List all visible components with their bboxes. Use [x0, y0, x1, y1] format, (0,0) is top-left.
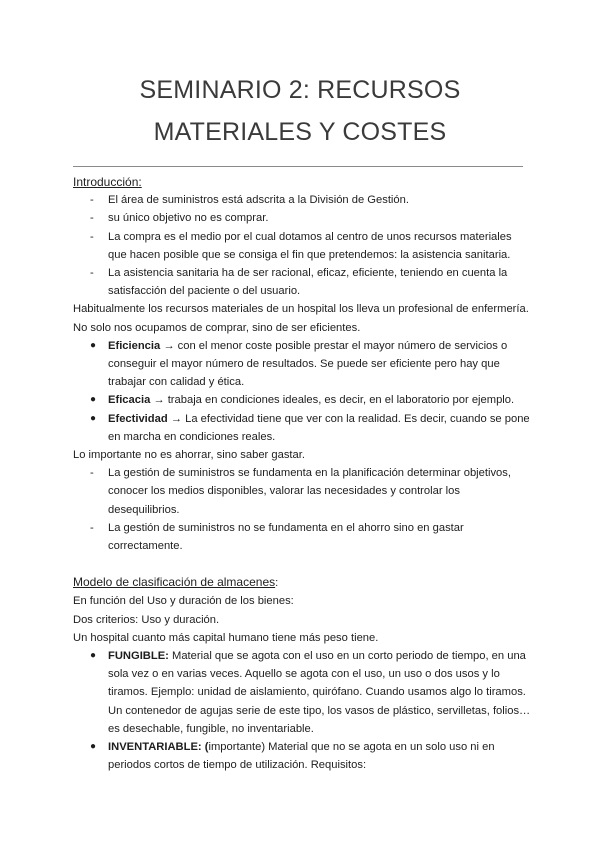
page-title-line-2: MATERIALES Y COSTES — [153, 118, 447, 146]
model-bullet-item — [73, 647, 533, 738]
intro-dash-item — [73, 209, 533, 227]
bullet-marker: ● — [90, 741, 97, 753]
dash-marker: - — [90, 194, 94, 207]
model-paragraph: En función del Uso y duración de los bienes: — [73, 595, 294, 608]
section-spacer — [73, 555, 533, 573]
intro-dash-item — [73, 191, 533, 209]
bullet-marker: ● — [90, 650, 97, 662]
intro-bullet-item — [73, 410, 533, 446]
intro-dash-item — [73, 464, 533, 519]
dash-marker: - — [90, 467, 94, 480]
bullet-marker: ● — [90, 412, 97, 424]
dash-marker: - — [90, 267, 94, 280]
model-paragraph: Dos criterios: Uso y duración. — [73, 613, 220, 626]
dash-marker: - — [90, 212, 94, 225]
intro-heading: Introducción: — [73, 175, 142, 189]
intro-dash-item — [73, 264, 533, 300]
intro-dash-text: La gestión de suministros no se fundamenta en el ahorro sino en gastar correctamente. — [108, 521, 464, 553]
model-paragraph: Un hospital cuanto más capital humano tiene más peso tiene. — [73, 631, 379, 644]
bullet-term: Eficiencia — [108, 339, 161, 352]
intro-bullet-item — [73, 337, 533, 392]
bullet-term: Efectividad — [108, 412, 168, 425]
bullet-marker: ● — [90, 394, 97, 406]
page-title-line-1: SEMINARIO 2: RECURSOS — [139, 76, 461, 104]
intro-paragraph: Habitualmente los recursos materiales de un hospital los lleva un profesional de enfermería. — [73, 303, 529, 316]
intro-paragraph: Lo importante no es ahorrar, sino saber gastar. — [73, 449, 305, 462]
dash-marker: - — [90, 230, 94, 243]
title-divider — [73, 166, 523, 167]
model-heading-line — [73, 573, 533, 592]
intro-dash-text: El área de suministros está adscrita a la División de Gestión. — [108, 194, 409, 207]
model-heading: Modelo de clasificación de almacenes — [73, 575, 276, 590]
intro-dash-text: La gestión de suministros se fundamenta en la planificación determinar objetivos, conocer los medios disponibles, valorar las necesidades y controlar los desequilibrios. — [108, 467, 511, 516]
intro-dash-item — [73, 228, 533, 264]
bullet-text: → trabaja en condiciones ideales, es decir, en el laboratorio por ejemplo. — [150, 394, 515, 407]
bullet-text: importante) Material que no se agota en un solo uso ni en periodos cortos de tiempo de utilización. Requisitos: — [108, 741, 495, 772]
intro-dash-item — [73, 519, 533, 555]
bullet-text: → La efectividad tiene que ver con la realidad. Es decir, cuando se pone en marcha en condiciones reales. — [108, 412, 530, 443]
document-body — [73, 173, 533, 775]
intro-dash-text: su único objetivo no es comprar. — [108, 212, 269, 225]
bullet-term: FUNGIBLE: — [108, 650, 169, 663]
intro-dash-text: La compra es el medio por el cual dotamos al centro de unos recursos materiales que hacen posible que se consiga el fin que pretendemos: la asistencia sanitaria. — [108, 230, 512, 261]
model-heading-colon: : — [275, 577, 279, 590]
bullet-text: Material que se agota con el uso en un corto periodo de tiempo, en una sola vez o en varias veces. Aquello se agota con el uso, un uso o dos usos y lo tiramos. Ejemplo: unidad de aislamiento, quirófano. Cuando usamos algo lo tiramos. Un contenedor de agujas serie de este tipo, los vasos de plástico, servilletas, folios… es desechable, fungible, no inventariable. — [108, 650, 531, 735]
intro-bullet-item — [73, 391, 533, 409]
dash-marker: - — [90, 521, 94, 534]
bullet-marker: ● — [90, 339, 97, 351]
bullet-term: INVENTARIABLE: ( — [108, 741, 209, 754]
intro-paragraph: No solo nos ocupamos de comprar, sino de ser eficientes. — [73, 321, 361, 334]
model-bullet-item — [73, 738, 533, 774]
bullet-text: → con el menor coste posible prestar el mayor número de servicios o conseguir el mayor número de resultados. Se puede ser eficiente pero hay que trabajar con calidad y ética. — [108, 339, 508, 389]
intro-dash-text: La asistencia sanitaria ha de ser racional, eficaz, eficiente, teniendo en cuenta la satisfacción del paciente o del usuario. — [108, 267, 508, 298]
bullet-term: Eficacia — [108, 394, 151, 407]
